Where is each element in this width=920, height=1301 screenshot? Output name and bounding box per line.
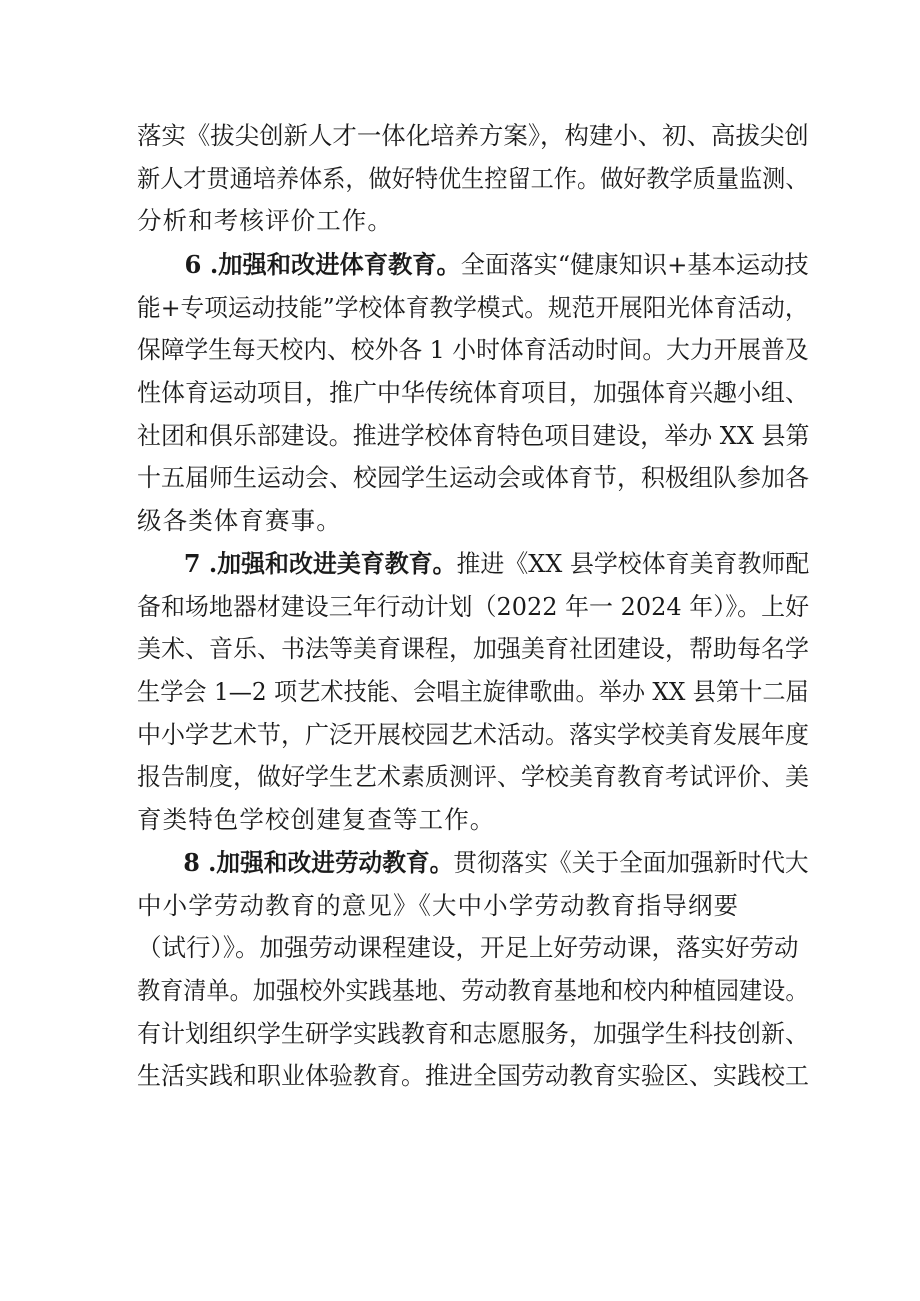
section-heading-8: 8 .加强和改进劳动教育。 — [183, 848, 454, 877]
text-line: 社团和俱乐部建设。推进学校体育特色项目建设，举办 XX 县第 — [137, 420, 810, 450]
text-line: 备和场地器材建设三年行动计划（2022 年一 2024 年）》。上好 — [137, 591, 810, 621]
text-line — [137, 244, 809, 287]
text-line: 十五届师生运动会、校园学生运动会或体育节，积极组队参加各 — [137, 463, 810, 493]
text-line: 新人才贯通培养体系，做好特优生控留工作。做好教学质量监测、 — [137, 163, 809, 193]
text-line: （试行）》。加强劳动课程建设，开足上好劳动课，落实好劳动 — [137, 933, 799, 963]
text-line: 教育清单。加强校外实践基地、劳动教育基地和校内种植园建设。 — [137, 976, 809, 1006]
paragraph-section-6 — [137, 244, 809, 543]
section-heading-6: 6 .加强和改进体育教育。 — [184, 250, 461, 279]
paragraph-section-7 — [137, 543, 809, 842]
text-run: 贯彻落实《关于全面加强新时代大 — [453, 848, 809, 877]
text-line: 级各类体育赛事。 — [137, 506, 342, 536]
text-line: 生学会 1—2 项艺术技能、会唱主旋律歌曲。举办 XX 县第十二届 — [137, 677, 809, 707]
text-line: 有计划组织学生研学实践教育和志愿服务，加强学生科技创新、 — [137, 1018, 810, 1048]
text-run: 全面落实“健康知识+基本运动技 — [460, 250, 809, 279]
text-line: 落实《拔尖创新人才一体化培养方案》，构建小、初、高拔尖创 — [137, 121, 809, 150]
text-line: 能+专项运动技能”学校体育教学模式。规范开展阳光体育活动， — [137, 292, 809, 322]
text-line: 报告制度，做好学生艺术素质测评、学校美育教育考试评价、美 — [137, 762, 810, 792]
text-line: 生活实践和职业体验教育。推进全国劳动教育实验区、实践校工 — [137, 1061, 810, 1091]
text-line: 保障学生每天校内、校外各 1 小时体育活动时间。大力开展普及 — [137, 335, 809, 365]
text-line: 中小学劳动教育的意见》《大中小学劳动教育指导纲要 — [137, 890, 740, 920]
text-line: 性体育运动项目，推广中华传统体育项目，加强体育兴趣小组、 — [137, 378, 810, 408]
paragraph-continuation — [137, 115, 809, 243]
text-run: 推进《XX 县学校体育美育教师配 — [456, 549, 810, 578]
text-line: 分析和考核评价工作。 — [137, 206, 393, 236]
section-heading-7: 7 .加强和改进美育教育。 — [183, 549, 457, 578]
text-line: 育类特色学校创建复查等工作。 — [137, 805, 496, 835]
text-line — [137, 543, 810, 586]
text-line: 中小学艺术节，广泛开展校园艺术活动。落实学校美育发展年度 — [137, 719, 810, 749]
paragraph-section-8 — [137, 842, 809, 1098]
text-line — [137, 842, 809, 885]
text-line: 美术、音乐、书法等美育课程，加强美育社团建设，帮助每名学 — [137, 634, 810, 664]
